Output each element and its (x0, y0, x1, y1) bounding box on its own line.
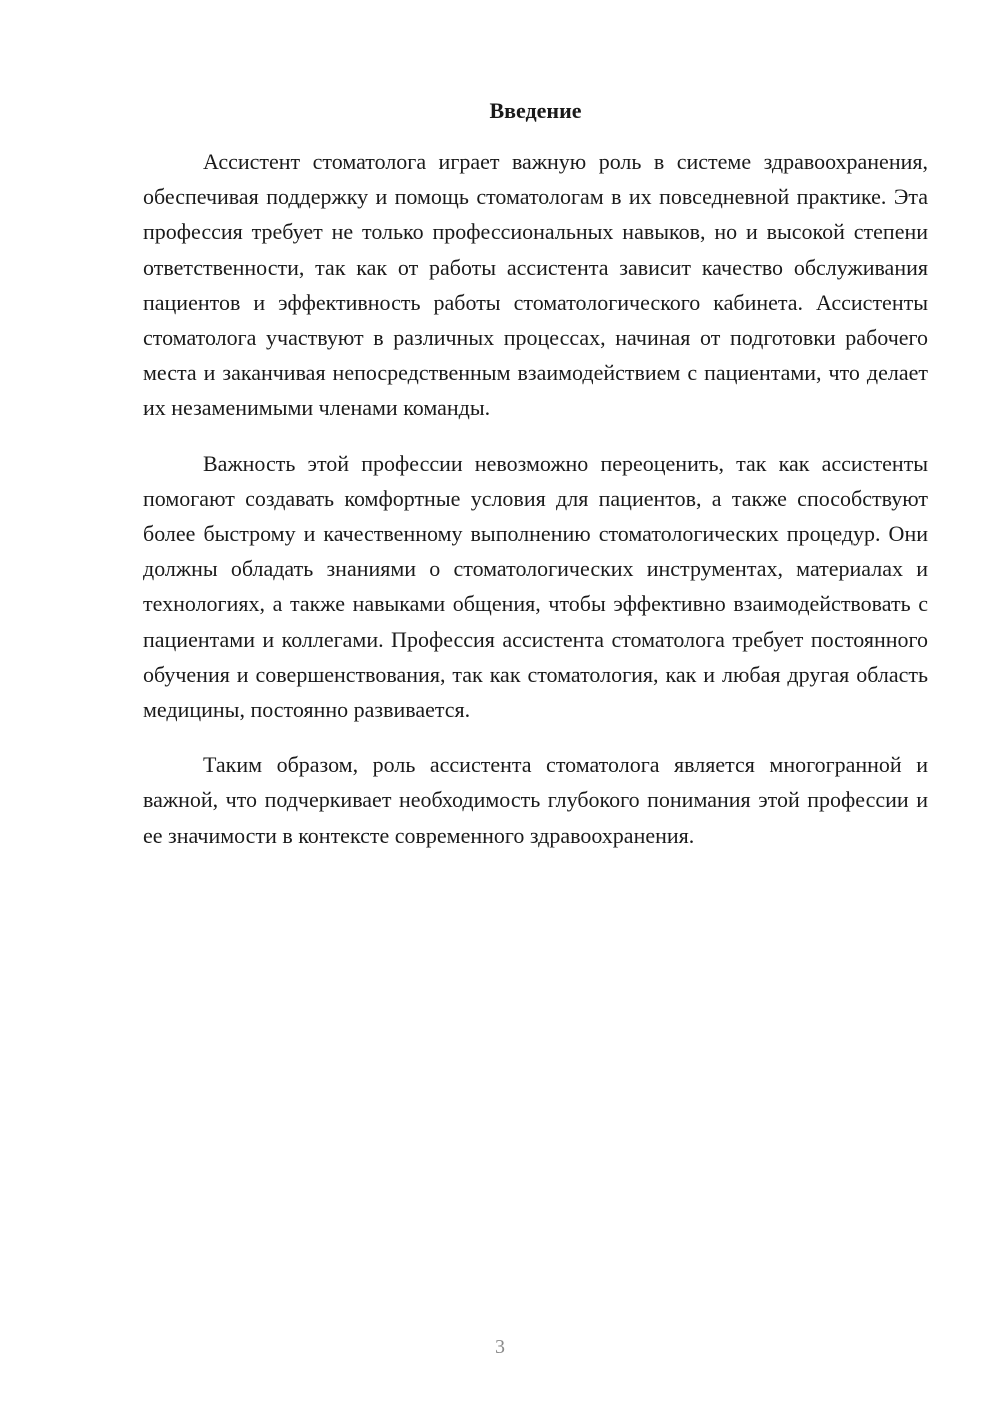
paragraph-1: Ассистент стоматолога играет важную роль в системе здравоохранения, обеспечивая поддержку и помощь стоматологам в их повседневной практике. Эта профессия требует не только профессиональных навыков, но и высокой степени ответственности, так как от работы ассистента зависит качество обслуживания пациентов и эффективность работы стоматологического кабинета. Ассистенты стоматолога участвуют в различных процессах, начиная от подготовки рабочего места и заканчивая непосредственным взаимодействием с пациентами, что делает их незаменимыми членами команды. (143, 149, 928, 421)
page-number: 3 (495, 1336, 505, 1358)
paragraph-3: Таким образом, роль ассистента стоматолога является многогранной и важной, что подчеркивает необходимость глубокого понимания этой профессии и ее значимости в контексте современного здравоохранения. (143, 752, 928, 848)
paragraph-2: Важность этой профессии невозможно переоценить, так как ассистенты помогают создавать комфортные условия для пациентов, а также способствуют более быстрому и качественному выполнению стоматологических процедур. Они должны обладать знаниями о стоматологических инструментах, материалах и технологиях, а также навыками общения, чтобы эффективно взаимодействовать с пациентами и коллегами. Профессия ассистента стоматолога требует постоянного обучения и совершенствования, так как стоматология, как и любая другая область медицины, постоянно развивается. (143, 450, 928, 723)
body-text (143, 144, 928, 873)
section-heading: Введение (489, 98, 582, 123)
